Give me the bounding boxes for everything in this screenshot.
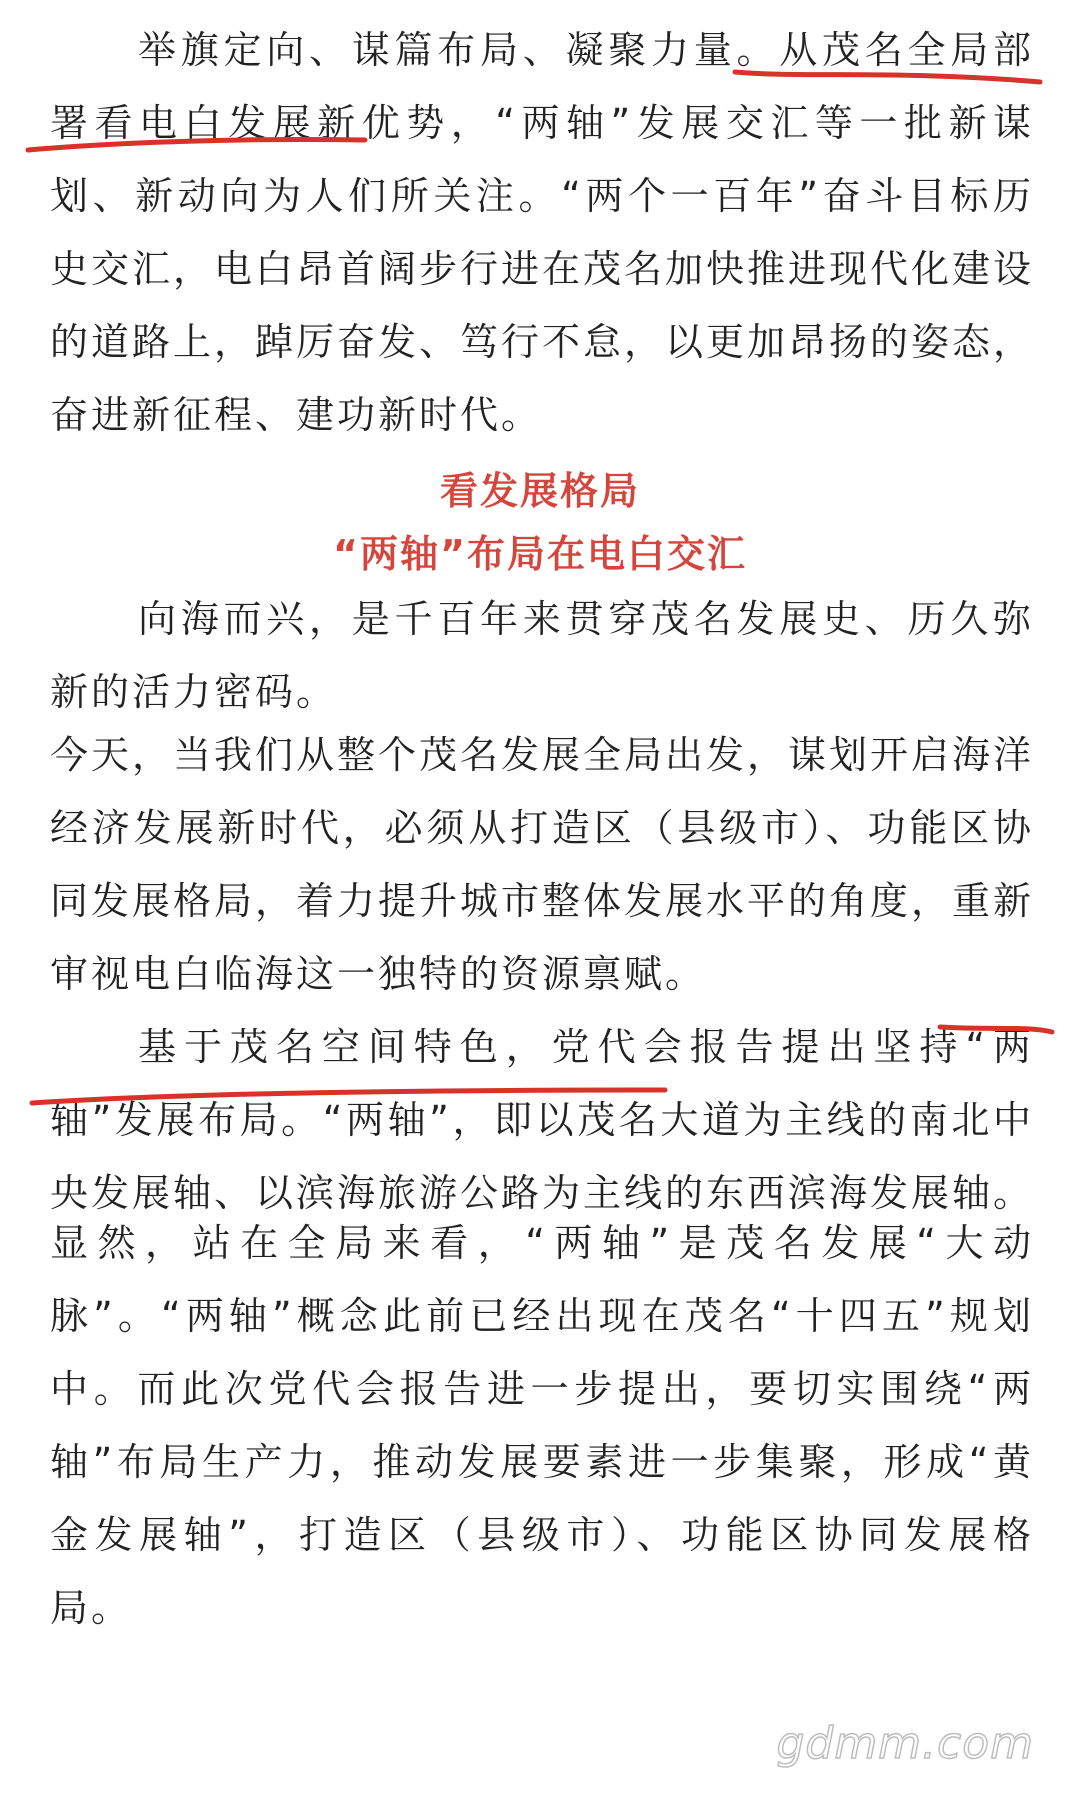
paragraph-sea-development: 向海而兴，是千百年来贯穿茂名发展史、历久弥新的活力密码。 [50, 597, 1034, 714]
paragraph-two-axes: 基于茂名空间特色，党代会报告提出坚持“两轴”发展布局。“两轴”，即以茂名大道为主线的南北中央发展轴、以滨海旅游公路为主线的东西滨海发展轴。 [50, 1025, 1035, 1215]
section-subheading: “两轴”布局在电白交汇 [333, 532, 747, 576]
section-heading: 看发展格局 [439, 469, 640, 513]
paragraph-artery: 显然，站在全局来看，“两轴”是茂名发展“大动脉”。“两轴”概念此前已经出现在茂名“十四五”规划中。而此次党代会报告进一步提出，要切实围绕“两轴”布局生产力，推动发展要素进一步集聚，形成“黄金发展轴”，打造区（县级市）、功能区协同发展格局。 [50, 1221, 1034, 1630]
paragraph-intro: 举旗定向、谋篇布局、凝聚力量。从茂名全局部署看电白发展新优势，“两轴”发展交汇等一批新谋划、新动向为人们所关注。“两个一百年”奋斗目标历史交汇，电白昂首阔步行进在茂名加快推进现代化建设的道路上，踔厉奋发、笃行不怠，以更加昂扬的姿态，奋进新征程、建功新时代。 [50, 28, 1035, 437]
watermark-logo: gdmm.com [776, 1718, 1034, 1769]
paragraph-today: 今天，当我们从整个茂名发展全局出发，谋划开启海洋经济发展新时代，必须从打造区（县级市）、功能区协同发展格局，着力提升城市整体发展水平的角度，重新审视电白临海这一独特的资源禀赋。 [50, 733, 1035, 996]
